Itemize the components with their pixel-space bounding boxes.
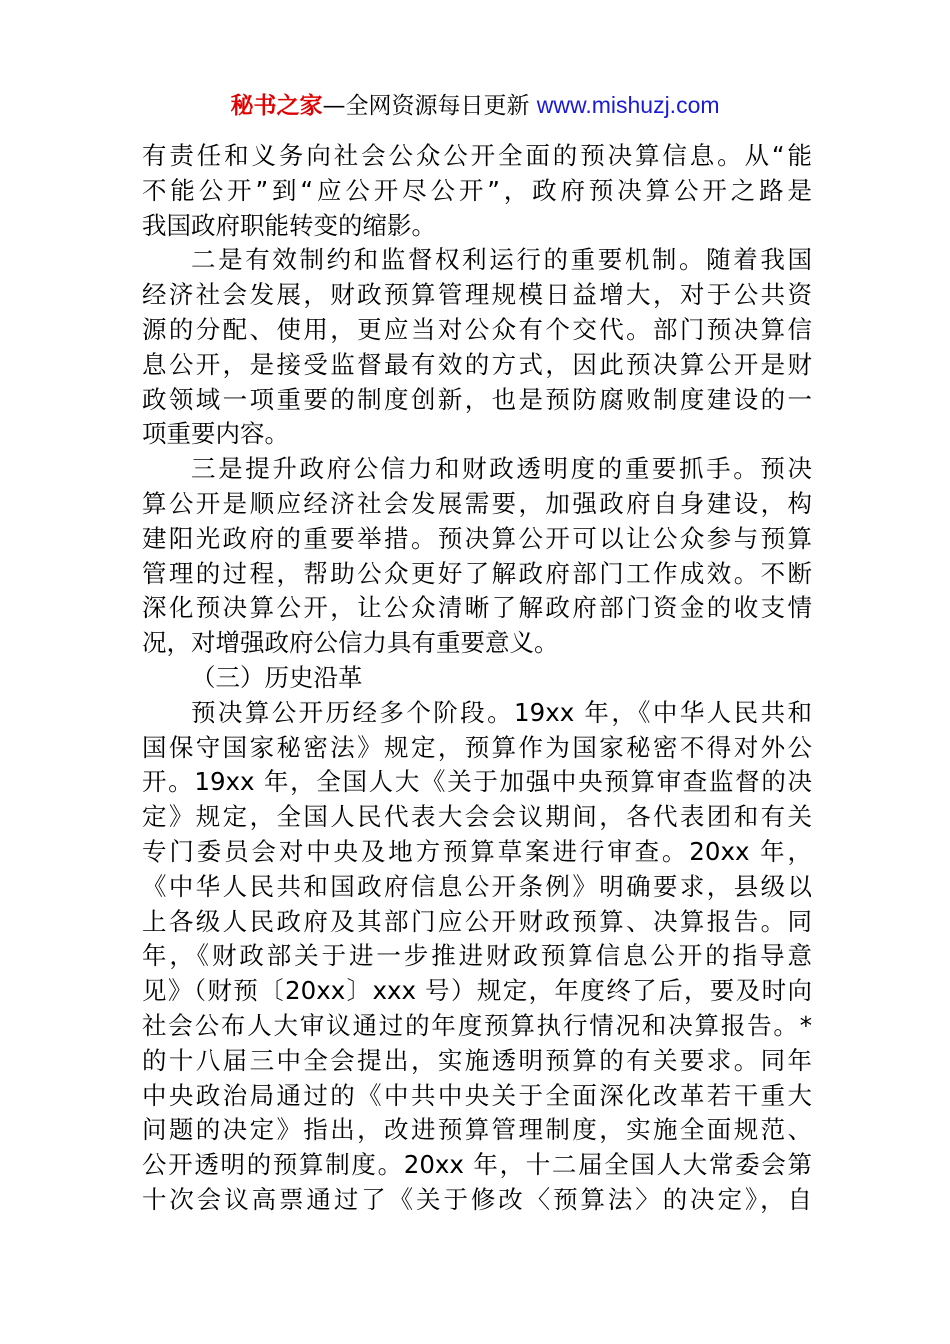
site-brand: 秘书之家 [230, 93, 323, 119]
text-line: 预决算公开历经多个阶段。19xx 年，《中华人民共和 [191, 697, 812, 727]
text-line: 建阳光政府的重要举措。预决算公开可以让公众参与预算 [142, 523, 812, 553]
text-line: 国保守国家秘密法》规定，预算作为国家秘密不得对外公 [142, 732, 812, 762]
text-line: 年，《财政部关于进一步推进财政预算信息公开的指导意 [142, 941, 812, 971]
text-line: 况，对增强政府公信力具有重要意义。 [142, 628, 559, 658]
text-line: 三是提升政府公信力和财政透明度的重要抓手。预决 [191, 454, 812, 484]
text-line: 开。19xx 年，全国人大《关于加强中央预算审查监督的决 [142, 767, 812, 797]
text-line: 深化预决算公开，让公众清晰了解政府部门资金的收支情 [142, 593, 812, 623]
document-body [142, 139, 812, 1218]
page-header [0, 88, 950, 123]
text-line: 不能公开”到“应公开尽公开”，政府预决算公开之路是 [142, 175, 812, 205]
text-line: 专门委员会对中央及地方预算草案进行审查。20xx 年， [142, 836, 812, 866]
text-line: 二是有效制约和监督权利运行的重要机制。随着我国 [191, 245, 812, 275]
site-tagline: —全网资源每日更新 [322, 93, 537, 119]
text-line: （三）历史沿革 [191, 662, 363, 692]
text-line: 政领域一项重要的制度创新，也是预防腐败制度建设的一 [142, 384, 812, 414]
text-line: 算公开是顺应经济社会发展需要，加强政府自身建设，构 [142, 488, 812, 518]
text-line: 中央政治局通过的《中共中央关于全面深化改革若干重大 [142, 1080, 812, 1110]
text-line: 源的分配、使用，更应当对公众有个交代。部门预决算信 [142, 314, 812, 344]
text-line: 息公开，是接受监督最有效的方式，因此预决算公开是财 [142, 349, 812, 379]
text-line: 项重要内容。 [142, 419, 289, 449]
text-line: 十次会议高票通过了《关于修改〈预算法〉的决定》，自 [142, 1184, 812, 1214]
text-line: 《中华人民共和国政府信息公开条例》明确要求，县级以 [142, 871, 812, 901]
text-line: 我国政府职能转变的缩影。 [142, 210, 436, 240]
text-line: 的十八届三中全会提出，实施透明预算的有关要求。同年 [142, 1045, 812, 1075]
text-line: 见》（财预〔20xx〕xxx 号）规定，年度终了后，要及时向 [142, 976, 812, 1006]
text-line: 上各级人民政府及其部门应公开财政预算、决算报告。同 [142, 906, 812, 936]
text-line: 经济社会发展，财政预算管理规模日益增大，对于公共资 [142, 280, 812, 310]
text-line: 定》规定，全国人民代表大会会议期间，各代表团和有关 [142, 802, 812, 832]
text-line: 社会公布人大审议通过的年度预算执行情况和决算报告。* [142, 1010, 812, 1040]
site-url-link[interactable]: www.mishuzj.com [536, 92, 720, 118]
text-line: 问题的决定》指出，改进预算管理制度，实施全面规范、 [142, 1115, 812, 1145]
text-line: 有责任和义务向社会公众公开全面的预决算信息。从“能 [142, 141, 812, 170]
text-line: 公开透明的预算制度。20xx 年，十二届全国人大常委会第 [142, 1150, 812, 1180]
text-line: 管理的过程，帮助公众更好了解政府部门工作成效。不断 [142, 558, 812, 588]
